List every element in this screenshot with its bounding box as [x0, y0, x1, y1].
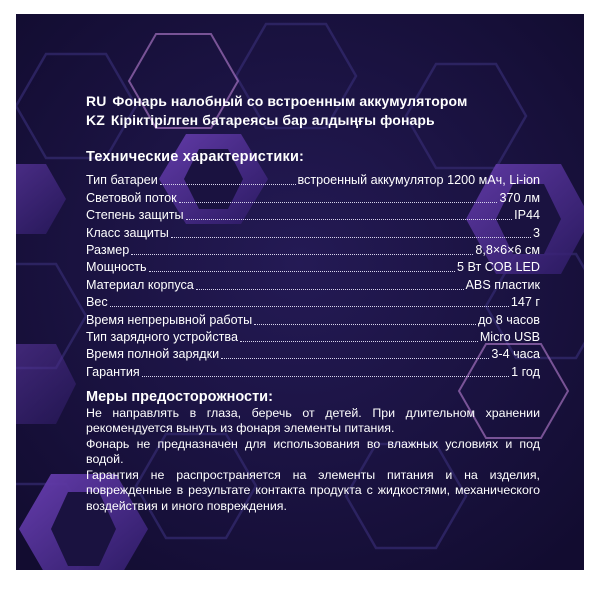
- spec-value: 5 Вт COB LED: [456, 260, 540, 275]
- spec-row: [86, 362, 540, 379]
- leader-dots: [240, 341, 478, 342]
- spec-value: до 8 часов: [477, 312, 540, 327]
- spec-label: Класс защиты: [86, 225, 169, 240]
- spec-value: IP44: [514, 208, 540, 223]
- label-content: [86, 92, 540, 514]
- spec-value: встроенный аккумулятор 1200 мАч, Li-ion: [297, 173, 540, 188]
- leader-dots: [142, 376, 509, 377]
- spec-value: ABS пластик: [465, 277, 540, 292]
- spec-label: Тип батареи: [86, 173, 158, 188]
- leader-dots: [110, 306, 509, 307]
- specs-list: [86, 171, 540, 380]
- spec-value: 1 год: [511, 364, 540, 379]
- spec-row: [86, 310, 540, 327]
- spec-label: Мощность: [86, 260, 147, 275]
- spec-row: [86, 223, 540, 240]
- specs-heading: Технические характеристики:: [86, 149, 305, 165]
- precaution-paragraph: Фонарь не предназначен для использования во влажных условиях и под водой.: [86, 436, 540, 467]
- spec-value: Micro USB: [479, 329, 540, 344]
- spec-label: Степень защиты: [86, 208, 184, 223]
- spec-label: Размер: [86, 242, 130, 257]
- leader-dots: [196, 289, 464, 290]
- spec-row: [86, 241, 540, 258]
- spec-row: [86, 171, 540, 188]
- leader-dots: [149, 271, 455, 272]
- leader-dots: [254, 324, 476, 325]
- spec-label: Гарантия: [86, 364, 140, 379]
- leader-dots: [171, 237, 531, 238]
- precaution-paragraph: Гарантия не распространяется на элементы питания и на изделия, поврежденные в результате контакта продукта с жидкостями, механического воздействия и иного повреждения.: [86, 467, 540, 513]
- spec-label: Тип зарядного устройства: [86, 329, 238, 344]
- spec-row: [86, 188, 540, 205]
- leader-dots: [186, 219, 513, 220]
- title-kz: [86, 111, 540, 130]
- spec-row: [86, 258, 540, 275]
- spec-row: [86, 293, 540, 310]
- spec-row: [86, 328, 540, 345]
- precautions-heading: Меры предосторожности:: [86, 388, 273, 405]
- title-kz-text: Кірiктiрiлген батареясы бар алдыңғы фонарь: [110, 112, 435, 128]
- spec-value: 8,8×6×6 см: [475, 242, 540, 257]
- lang-code-ru: RU: [86, 93, 107, 109]
- spec-label: Световой поток: [86, 190, 177, 205]
- leader-dots: [179, 202, 498, 203]
- spec-label: Время полной зарядки: [86, 347, 220, 362]
- leader-dots: [221, 358, 489, 359]
- precaution-paragraph: Не направлять в глаза, беречь от детей. При длительном хранении рекомендуется вынуть из фонаря элементы питания.: [86, 405, 540, 436]
- spec-value: 3-4 часа: [491, 347, 540, 362]
- title-ru-text: Фонарь налобный со встроенным аккумулятором: [112, 93, 468, 109]
- spec-label: Вес: [86, 295, 108, 310]
- title-ru: [86, 92, 540, 111]
- spec-label: Время непрерывной работы: [86, 312, 253, 327]
- spec-row: [86, 345, 540, 362]
- spec-label: Материал корпуса: [86, 277, 194, 292]
- lang-code-kz: KZ: [86, 112, 105, 128]
- spec-value: 3: [532, 225, 540, 240]
- spec-row: [86, 206, 540, 223]
- spec-value: 370 лм: [499, 190, 540, 205]
- leader-dots: [131, 254, 473, 255]
- spec-value: 147 г: [510, 295, 540, 310]
- spec-row: [86, 275, 540, 292]
- leader-dots: [160, 184, 296, 185]
- product-label-card: [16, 14, 584, 570]
